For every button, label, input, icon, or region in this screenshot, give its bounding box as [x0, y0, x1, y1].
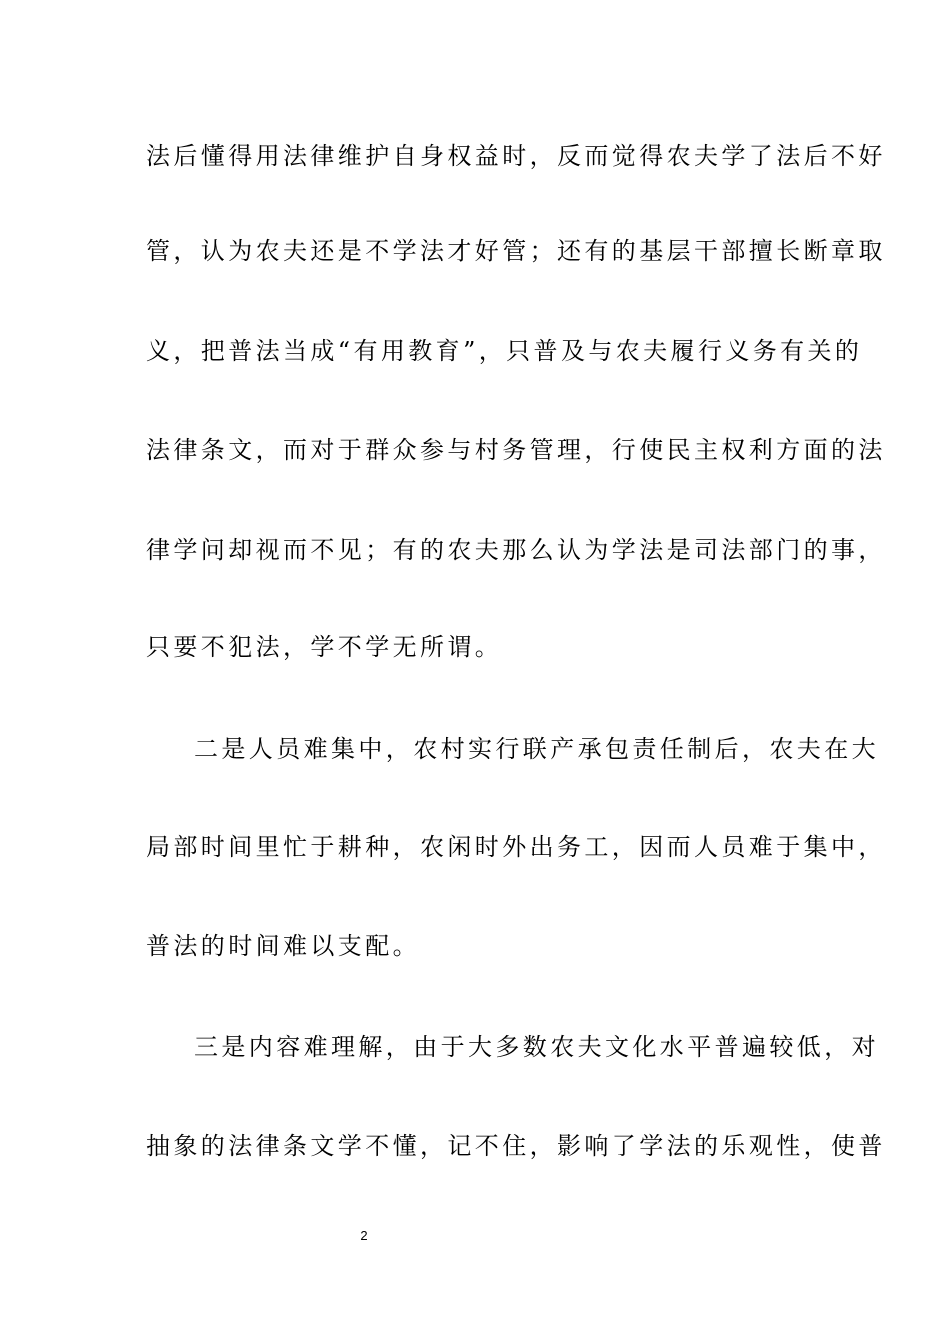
text-line-8: 局部时间里忙于耕种，农闲时外出务工，因而人员难于集中，	[146, 833, 886, 861]
text-line-2: 管，认为农夫还是不学法才好管；还有的基层干部擅长断章取	[146, 237, 886, 265]
text-line-6: 只要不犯法，学不学无所谓。	[146, 633, 503, 661]
text-line-11: 抽象的法律条文学不懂，记不住，影响了学法的乐观性，使普	[146, 1132, 886, 1160]
text-line-1: 法后懂得用法律维护自身权益时，反而觉得农夫学了法后不好	[146, 142, 886, 170]
text-line-5: 律学问却视而不见；有的农夫那么认为学法是司法部门的事，	[146, 536, 886, 564]
text-line-9: 普法的时间难以支配。	[146, 932, 420, 960]
page-number: 2	[360, 1228, 368, 1243]
text-line-7: 二是人员难集中，农村实行联产承包责任制后，农夫在大	[194, 735, 879, 763]
text-line-3: 义，把普法当成“有用教育”，只普及与农夫履行义务有关的	[146, 337, 863, 365]
text-line-4: 法律条文，而对于群众参与村务管理，行使民主权利方面的法	[146, 436, 886, 464]
text-line-10: 三是内容难理解，由于大多数农夫文化水平普遍较低，对	[194, 1033, 879, 1061]
